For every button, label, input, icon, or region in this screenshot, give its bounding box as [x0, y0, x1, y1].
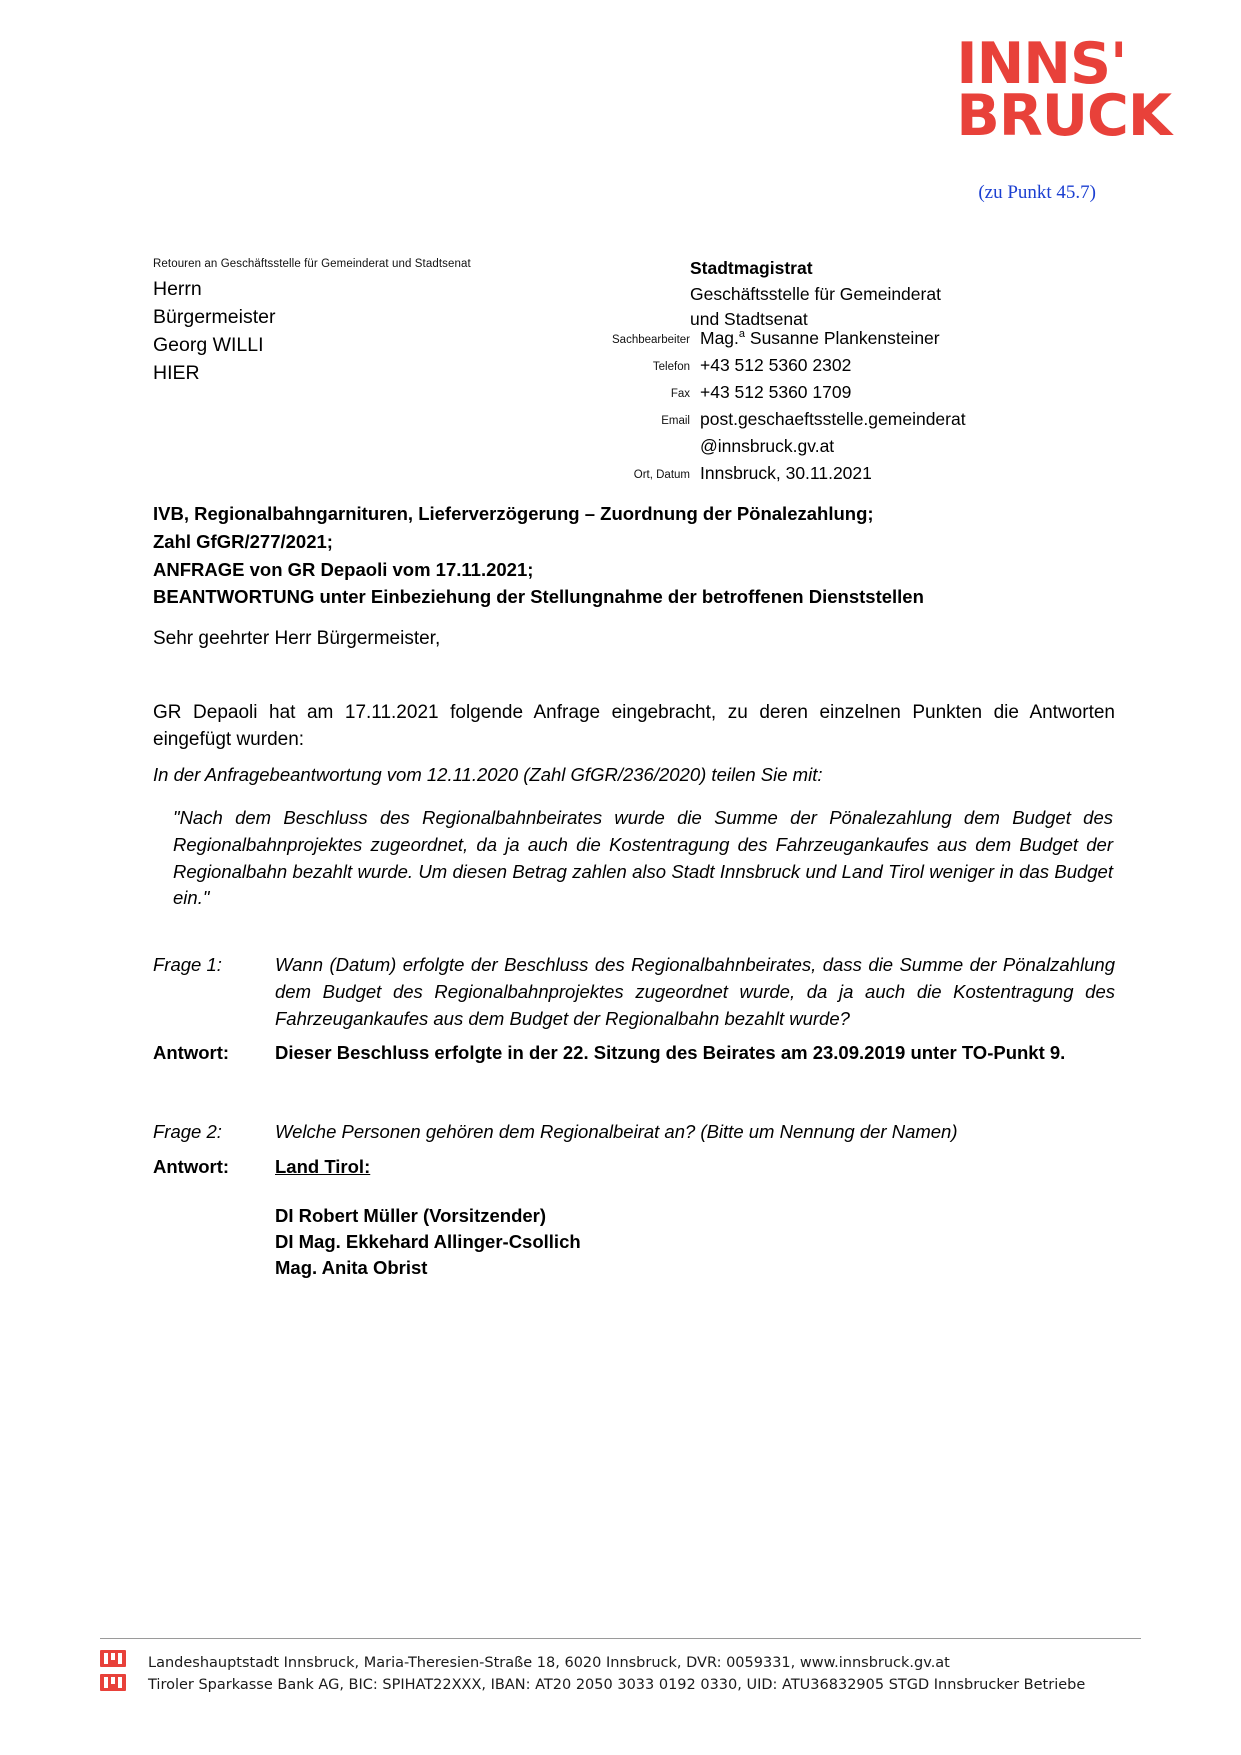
- innsbruck-crest-icon: [100, 1650, 126, 1667]
- addressee-line-3: Georg WILLI: [153, 333, 264, 356]
- addressee-line-1: Herrn: [153, 278, 202, 300]
- contact-row: [575, 434, 995, 461]
- addressee-block: [153, 276, 275, 388]
- answer-1-text: Dieser Beschluss erfolgte in der 22. Sitzung des Beirates am 23.09.2019 unter TO-Punkt 9.: [275, 1042, 1066, 1064]
- reference-note: (zu Punkt 45.7): [978, 182, 1096, 203]
- subject-line-2: Zahl GfGR/277/2021;: [153, 530, 333, 552]
- sender-line-1: Stadtmagistrat: [690, 258, 813, 278]
- contact-value: +43 512 5360 1709: [700, 382, 852, 402]
- contact-row: [575, 461, 995, 488]
- contact-row: [575, 380, 995, 407]
- spacer: [153, 1146, 1115, 1154]
- sender-block: [690, 256, 941, 333]
- question-1-label: Frage 1:: [153, 954, 222, 975]
- contact-value: Mag.$^a$ Susanne Plankensteiner: [700, 328, 940, 348]
- footer-divider: [100, 1638, 1141, 1639]
- question-answer-section: [153, 952, 1115, 1282]
- addressee-line-2: Bürgermeister: [153, 305, 276, 328]
- footer-crests: [100, 1650, 140, 1698]
- contact-value: post.geschaeftsstelle.gemeinderat: [700, 409, 966, 429]
- question-1: [153, 952, 1115, 1032]
- sender-line-2: Geschäftsstelle für Gemeinderat: [690, 283, 941, 304]
- contact-row: [575, 407, 995, 434]
- contact-label: Sachbearbeiter: [612, 334, 690, 346]
- innsbruck-logo: [956, 31, 1171, 150]
- contact-details: [575, 326, 995, 488]
- answer-2: [153, 1154, 1115, 1282]
- answer-2-name: DI Robert Müller (Vorsitzender): [275, 1204, 547, 1226]
- subject-line-4: BEANTWORTUNG unter Einbeziehung der Stellungnahme der betroffenen Dienststellen: [153, 586, 924, 608]
- contact-value: @innsbruck.gv.at: [700, 436, 835, 456]
- question-2: [153, 1119, 1115, 1146]
- spacer: [275, 1181, 1115, 1203]
- subject-line-3: ANFRAGE von GR Depaoli vom 17.11.2021;: [153, 558, 534, 580]
- spacer: [153, 1032, 1115, 1040]
- footer-line-2: Tiroler Sparkasse Bank AG, BIC: SPIHAT22XXX, IBAN: AT20 2050 3033 0192 0330, UID: ATU36832905 STGD Innsbrucker Betriebe: [148, 1677, 1086, 1694]
- contact-label: Fax: [670, 388, 690, 400]
- logo-line-2: BRUCK: [956, 83, 1171, 150]
- subject-line-1: IVB, Regionalbahngarnituren, Lieferverzögerung – Zuordnung der Pönalezahlung;: [153, 503, 874, 524]
- contact-label: Email: [661, 415, 690, 427]
- question-1-text: Wann (Datum) erfolgte der Beschluss des Regionalbahnbeirates, dass die Summe der Pönalzahlung dem Budget des Regionalbahnprojektes zugeordnet wurde, da ja auch die Kostentragung des Fahrzeugankaufes aus dem Budget der Regionalbahn bezahlt wurde?: [275, 954, 1115, 1029]
- sender-line-3: und Stadtsenat: [690, 309, 808, 330]
- quoted-passage: "Nach dem Beschluss des Regionalbahnbeirates wurde die Summe der Pönalezahlung dem Budget des Regionalbahnprojektes zugeordnet, da ja auch die Kostentragung des Fahrzeugankaufes aus dem Budget der Regionalbahn bezahlt wurde. Um diesen Betrag zahlen also Stadt Innsbruck und Land Tirol weniger in das Budget ein.": [173, 807, 1113, 909]
- salutation: Sehr geehrter Herr Bürgermeister,: [153, 628, 441, 649]
- contact-label: Telefon: [652, 361, 690, 373]
- logo-line-1: INNS': [956, 31, 1127, 97]
- answer-2-name: Mag. Anita Obrist: [275, 1257, 428, 1279]
- question-2-label: Frage 2:: [153, 1121, 222, 1143]
- footer-line-1: Landeshauptstadt Innsbruck, Maria-Theresien-Straße 18, 6020 Innsbruck, DVR: 0059331, www.innsbruck.gv.at: [148, 1655, 950, 1671]
- contact-label: Ort, Datum: [633, 469, 690, 481]
- tirol-crest-icon: [100, 1674, 126, 1691]
- contact-value: Innsbruck, 30.11.2021: [700, 463, 872, 483]
- contact-row: [575, 326, 995, 353]
- answer-2-body: [275, 1154, 1115, 1282]
- question-2-text: Welche Personen gehören dem Regionalbeirat an? (Bitte um Nennung der Namen): [275, 1121, 958, 1143]
- answer-2-heading: Land Tirol:: [275, 1156, 371, 1178]
- answer-1: [153, 1040, 1115, 1067]
- reference-paragraph: In der Anfragebeantwortung vom 12.11.2020 (Zahl GfGR/236/2020) teilen Sie mit:: [153, 764, 823, 785]
- answer-2-label: Antwort:: [153, 1156, 230, 1178]
- addressee-line-4: HIER: [153, 361, 200, 384]
- contact-value: +43 512 5360 2302: [700, 355, 852, 375]
- answer-2-name: DI Mag. Ekkehard Allinger-Csollich: [275, 1231, 581, 1253]
- contact-row: [575, 353, 995, 380]
- intro-paragraph: GR Depaoli hat am 17.11.2021 folgende Anfrage eingebracht, zu deren einzelnen Punkten die Antworten eingefügt wurden:: [153, 702, 1115, 750]
- footer-text: [148, 1652, 1085, 1697]
- spacer: [153, 1067, 1115, 1119]
- return-address-note: Retouren an Geschäftsstelle für Gemeinderat und Stadtsenat: [153, 258, 471, 270]
- answer-1-label: Antwort:: [153, 1042, 230, 1064]
- subject-block: [153, 500, 1113, 611]
